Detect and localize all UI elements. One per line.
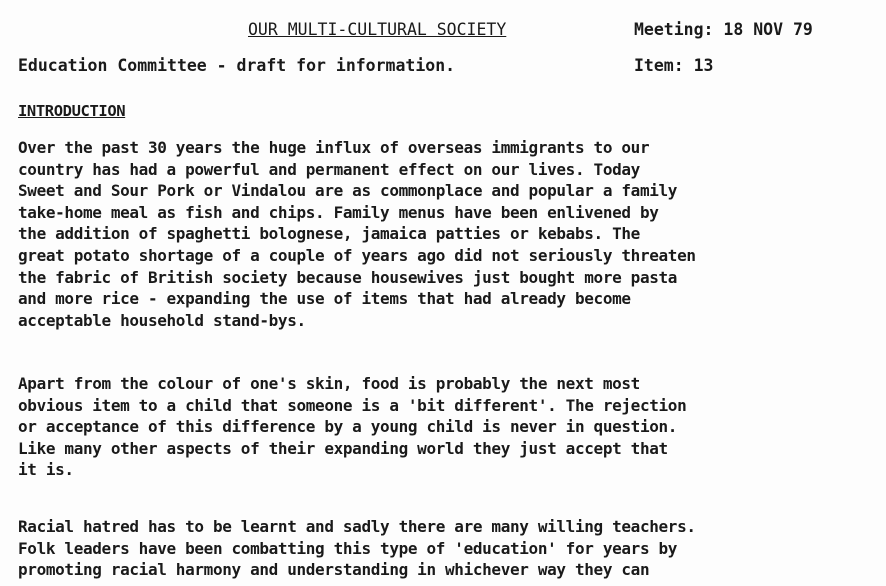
paragraph-line: the addition of spaghetti bolognese, jamaica patties or kebabs. The: [18, 224, 640, 244]
paragraph-line: acceptable household stand-bys.: [18, 310, 306, 330]
paragraph-line: or acceptance of this difference by a young child is never in question.: [18, 417, 678, 437]
committee-line: Education Committee - draft for information.: [18, 56, 456, 75]
paragraph-line: Over the past 30 years the huge influx of overseas immigrants to our: [18, 138, 650, 157]
paragraph-line: and more rice - expanding the use of items that had already become: [18, 289, 631, 309]
paragraph-line: Sweet and Sour Pork or Vindalou are as commonplace and popular a family: [18, 181, 678, 201]
paragraph-line: Racial hatred has to be learnt and sadly there are many willing teachers.: [18, 517, 696, 536]
paragraph-line: the fabric of British society because housewives just bought more pasta: [18, 267, 678, 287]
paragraph-introduction: [18, 137, 878, 331]
item-number: Item: 13: [634, 56, 714, 75]
document-title: OUR MULTI-CULTURAL SOCIETY: [248, 20, 507, 39]
section-heading: INTRODUCTION: [18, 102, 126, 120]
paragraph-line: obvious item to a child that someone is a 'bit different'. The rejection: [18, 395, 687, 415]
paragraph-line: Folk leaders have been combatting this type of 'education' for years by: [18, 538, 678, 558]
meeting-date: Meeting: 18 NOV 79: [634, 20, 813, 39]
paragraph-line: country has had a powerful and permanent effect on our lives. Today: [18, 159, 640, 179]
paragraph-line: take-home meal as fish and chips. Family menus have been enlivened by: [18, 202, 659, 222]
paragraph-racial-hatred: [18, 516, 878, 581]
paragraph-food-difference: [18, 373, 878, 481]
paragraph-line: promoting racial harmony and understanding in whichever way they can: [18, 560, 650, 580]
paragraph-line: Like many other aspects of their expanding world they just accept that: [18, 438, 668, 458]
paragraph-line: Apart from the colour of one's skin, food is probably the next most: [18, 374, 640, 393]
paragraph-line: it is.: [18, 460, 74, 480]
paragraph-line: great potato shortage of a couple of years ago did not seriously threaten: [18, 245, 696, 265]
